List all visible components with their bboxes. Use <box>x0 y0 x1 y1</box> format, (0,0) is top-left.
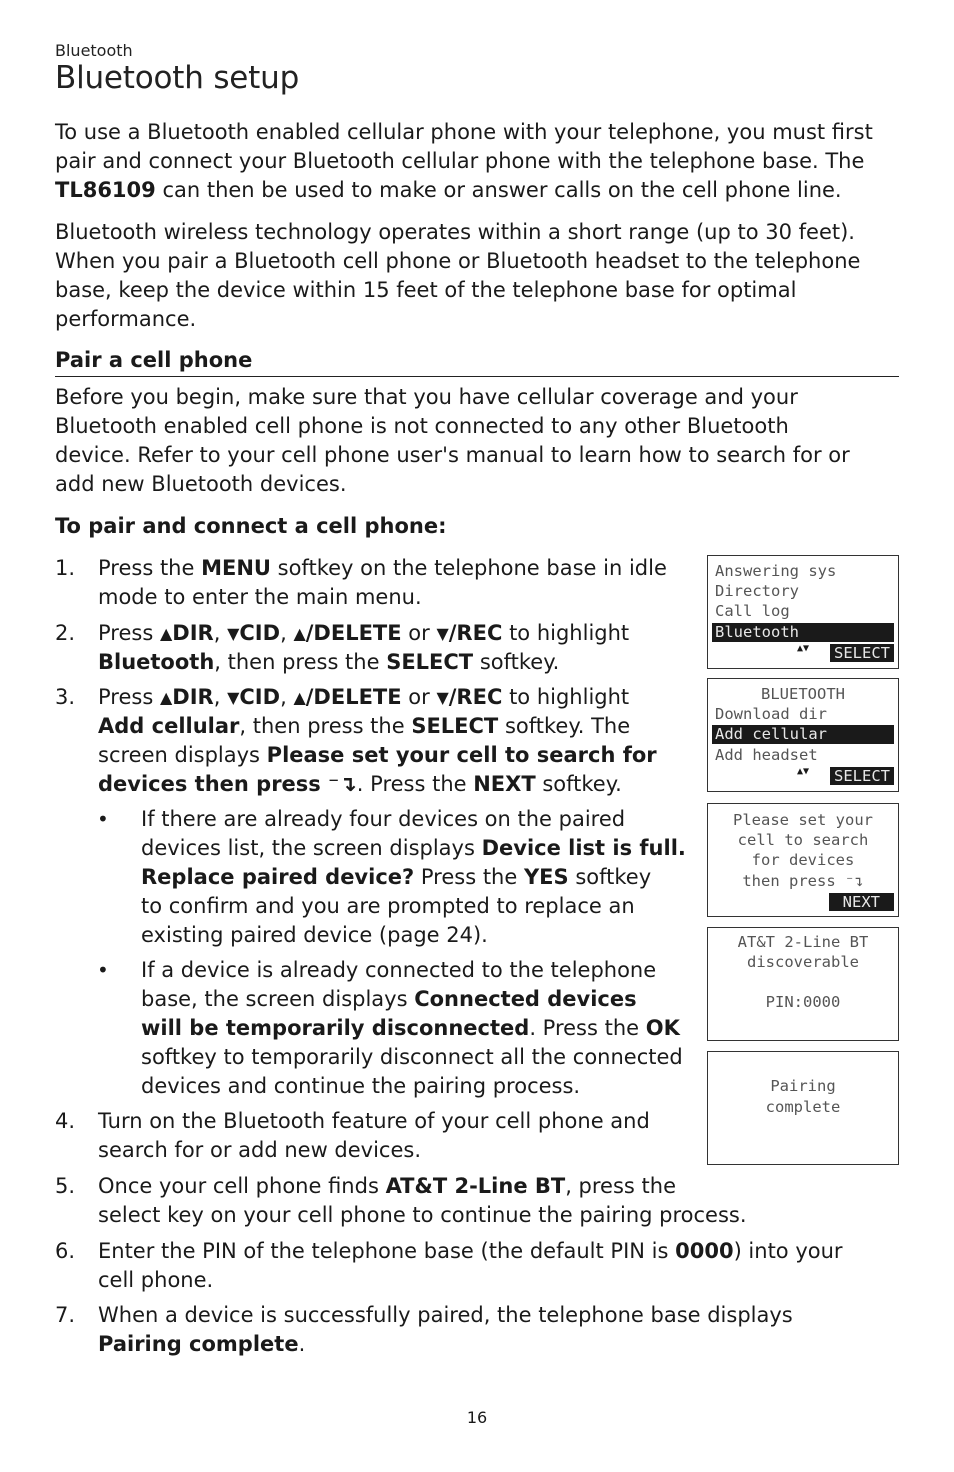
text-span: softkey on the telephone base in idle <box>270 556 667 580</box>
up-triangle-icon: ▲ <box>293 688 306 707</box>
step-number: 3. <box>55 685 76 709</box>
text-line <box>98 712 657 741</box>
menu-item: Directory <box>715 582 799 600</box>
step-number: 7. <box>55 1303 76 1327</box>
text-span: softkey. <box>535 772 622 796</box>
text-span: , then press the <box>239 714 412 738</box>
select-softkey: SELECT <box>830 767 894 785</box>
up-triangle-icon: ▲ <box>293 624 306 643</box>
text-line <box>98 619 629 648</box>
menu-item: Download dir <box>715 705 827 723</box>
text-span: softkey. The <box>498 714 631 738</box>
screen-text: Please set your <box>733 811 873 829</box>
up-triangle-icon: ▲ <box>159 624 173 643</box>
text-span: softkey <box>568 865 652 889</box>
text-line <box>98 770 657 799</box>
text-line <box>98 554 667 583</box>
step-1 <box>98 554 667 612</box>
text-line: to confirm and you are prompted to replace an <box>141 894 635 918</box>
text-span: , <box>280 621 287 645</box>
text-span: Press the <box>414 865 524 889</box>
screen-message: Replace paired device? <box>141 865 415 889</box>
model-number: TL86109 <box>55 178 156 202</box>
step-3 <box>98 683 657 799</box>
lcd-screen-discoverable <box>707 927 899 1041</box>
text-line: To use a Bluetooth enabled cellular phone with your telephone, you must first <box>55 120 873 144</box>
step-7 <box>98 1301 793 1359</box>
key-name: NEXT <box>473 772 536 796</box>
bullet-icon: • <box>97 807 109 831</box>
text-span: , <box>213 685 221 709</box>
text-line <box>141 863 686 892</box>
up-down-arrows-icon: ▲▼ <box>796 643 810 654</box>
text-line: performance. <box>55 307 197 331</box>
text-span: ) into your <box>733 1239 843 1263</box>
section-heading: Pair a cell phone <box>55 347 899 377</box>
down-triangle-icon: ▼ <box>436 624 449 643</box>
text-span: or <box>408 621 430 645</box>
text-line: Bluetooth enabled cell phone is not connected to any other Bluetooth <box>55 414 789 438</box>
key-name: MENU <box>201 556 271 580</box>
procedure-heading: To pair and connect a cell phone: <box>55 514 447 538</box>
step-4 <box>98 1107 650 1165</box>
pin-display: PIN:0000 <box>765 993 841 1011</box>
text-line: When you pair a Bluetooth cell phone or Bluetooth headset to the telephone <box>55 249 861 273</box>
text-line: base, keep the device within 15 feet of the telephone base for optimal <box>55 278 797 302</box>
step-5 <box>98 1172 747 1230</box>
up-down-arrows-icon: ▲▼ <box>796 766 810 777</box>
down-triangle-icon: ▼ <box>227 624 240 643</box>
text-line: Turn on the Bluetooth feature of your cell phone and <box>98 1109 650 1133</box>
text-line: cell phone. <box>98 1268 214 1292</box>
text-line: If a device is already connected to the telephone <box>141 958 657 982</box>
key-name: OK <box>645 1016 680 1040</box>
text-line <box>98 741 657 770</box>
text-line: pair and connect your Bluetooth cellular phone with the telephone base. The <box>55 149 865 173</box>
step-2 <box>98 619 629 677</box>
text-line <box>98 1330 793 1359</box>
bullet-full-list <box>141 805 686 950</box>
screen-message: will be temporarily disconnected <box>141 1016 530 1040</box>
text-line <box>141 1014 683 1043</box>
menu-item: Call log <box>715 602 790 620</box>
screen-message: Device list is full. <box>481 836 686 860</box>
menu-item-highlighted: Bluetooth <box>712 623 894 642</box>
step-number: 2. <box>55 621 76 645</box>
step-number: 5. <box>55 1174 76 1198</box>
status-text: complete <box>765 1098 841 1116</box>
text-span: Press <box>98 685 154 709</box>
text-span: , <box>213 621 221 645</box>
text-line <box>98 683 657 712</box>
text-span: Once your cell phone finds <box>98 1174 386 1198</box>
text-line <box>98 648 629 677</box>
key-name: CID <box>239 685 281 709</box>
text-span: , press the <box>565 1174 676 1198</box>
lcd-screen-main-menu <box>707 555 899 669</box>
key-name: /DELETE <box>305 685 402 709</box>
text-line: existing paired device (page 24). <box>141 923 488 947</box>
menu-item: Answering sys <box>715 562 837 580</box>
page-number: 16 <box>466 1408 488 1427</box>
up-triangle-icon: ▲ <box>159 688 173 707</box>
text-line: If there are already four devices on the paired <box>141 807 626 831</box>
select-softkey: SELECT <box>830 644 894 662</box>
text-line: mode to enter the main menu. <box>98 585 422 609</box>
text-span: , then press the <box>214 650 387 674</box>
menu-item-name: Bluetooth <box>98 650 215 674</box>
menu-item: Add headset <box>715 746 818 764</box>
device-name-display: AT&T 2-Line BT <box>737 933 869 951</box>
text-line: softkey to temporarily disconnect all the connected <box>141 1045 683 1069</box>
text-span: Press the <box>98 556 202 580</box>
screen-message: devices then press <box>98 772 329 796</box>
next-softkey: NEXT <box>829 893 894 911</box>
text-span: to highlight <box>509 621 630 645</box>
screen-text: then press ⁻↴ <box>742 872 864 890</box>
lcd-screen-search-prompt <box>707 803 899 917</box>
text-span: or <box>408 685 430 709</box>
text-span: base, the screen displays <box>141 987 415 1011</box>
text-line: When a device is successfully paired, the telephone base displays <box>98 1303 793 1327</box>
menu-item-name: Add cellular <box>98 714 240 738</box>
step-number: 1. <box>55 556 76 580</box>
text-span: . Press the <box>356 772 474 796</box>
section-label: Bluetooth <box>55 41 133 60</box>
spacer-line <box>708 973 898 992</box>
bullet-connected <box>141 956 683 1101</box>
text-line <box>141 834 686 863</box>
text-span: devices list, the screen displays <box>141 836 482 860</box>
text-line <box>98 1172 747 1201</box>
lcd-screen-bluetooth-menu <box>707 678 899 792</box>
text-span: . <box>298 1332 306 1356</box>
text-line: add new Bluetooth devices. <box>55 472 347 496</box>
key-name: /DELETE <box>305 621 402 645</box>
pair-intro-paragraph <box>55 383 905 499</box>
step-6 <box>98 1237 843 1295</box>
status-text: discoverable <box>747 953 859 971</box>
text-span: , <box>280 685 287 709</box>
key-name: CID <box>239 621 281 645</box>
next-symbol-icon: ⁻↴ <box>328 772 357 796</box>
text-line: devices and continue the pairing process. <box>141 1074 581 1098</box>
menu-item-highlighted: Add cellular <box>712 725 894 744</box>
text-span: Enter the PIN of the telephone base (the default PIN is <box>98 1239 676 1263</box>
key-name: /REC <box>448 621 503 645</box>
text-line: device. Refer to your cell phone user's manual to learn how to search for or <box>55 443 850 467</box>
range-paragraph <box>55 218 905 334</box>
device-name: AT&T 2-Line BT <box>385 1174 566 1198</box>
key-name: SELECT <box>386 650 474 674</box>
screen-message: Pairing complete <box>98 1332 299 1356</box>
text-line: Bluetooth wireless technology operates within a short range (up to 30 feet). <box>55 220 855 244</box>
text-span: . Press the <box>529 1016 646 1040</box>
text-line: select key on your cell phone to continue the pairing process. <box>98 1203 747 1227</box>
screen-title: BLUETOOTH <box>761 685 845 703</box>
bullet-icon: • <box>97 958 109 982</box>
text-line <box>141 985 683 1014</box>
status-text: Pairing <box>770 1077 836 1095</box>
screen-text: for devices <box>751 851 855 869</box>
text-line <box>55 176 905 205</box>
text-line: search for or add new devices. <box>98 1138 422 1162</box>
text-span: to highlight <box>509 685 630 709</box>
text-span: screen displays <box>98 743 267 767</box>
screen-message: Please set your cell to search for <box>266 743 657 767</box>
key-name: DIR <box>172 621 214 645</box>
key-name: DIR <box>172 685 214 709</box>
text-span: softkey. <box>473 650 560 674</box>
page-title: Bluetooth setup <box>55 60 300 96</box>
default-pin: 0000 <box>675 1239 734 1263</box>
step-number: 6. <box>55 1239 76 1263</box>
down-triangle-icon: ▼ <box>436 688 449 707</box>
text-line: Before you begin, make sure that you have cellular coverage and your <box>55 385 798 409</box>
step-number: 4. <box>55 1109 76 1133</box>
text-span: Press <box>98 621 154 645</box>
text-span: can then be used to make or answer calls on the cell phone line. <box>155 178 842 202</box>
key-name: /REC <box>448 685 503 709</box>
key-name: YES <box>523 865 569 889</box>
screen-message: Connected devices <box>414 987 637 1011</box>
text-line <box>98 1237 843 1266</box>
key-name: SELECT <box>411 714 499 738</box>
screen-text: cell to search <box>737 831 869 849</box>
intro-paragraph <box>55 118 905 205</box>
lcd-screen-pairing-complete <box>707 1051 899 1165</box>
down-triangle-icon: ▼ <box>227 688 240 707</box>
